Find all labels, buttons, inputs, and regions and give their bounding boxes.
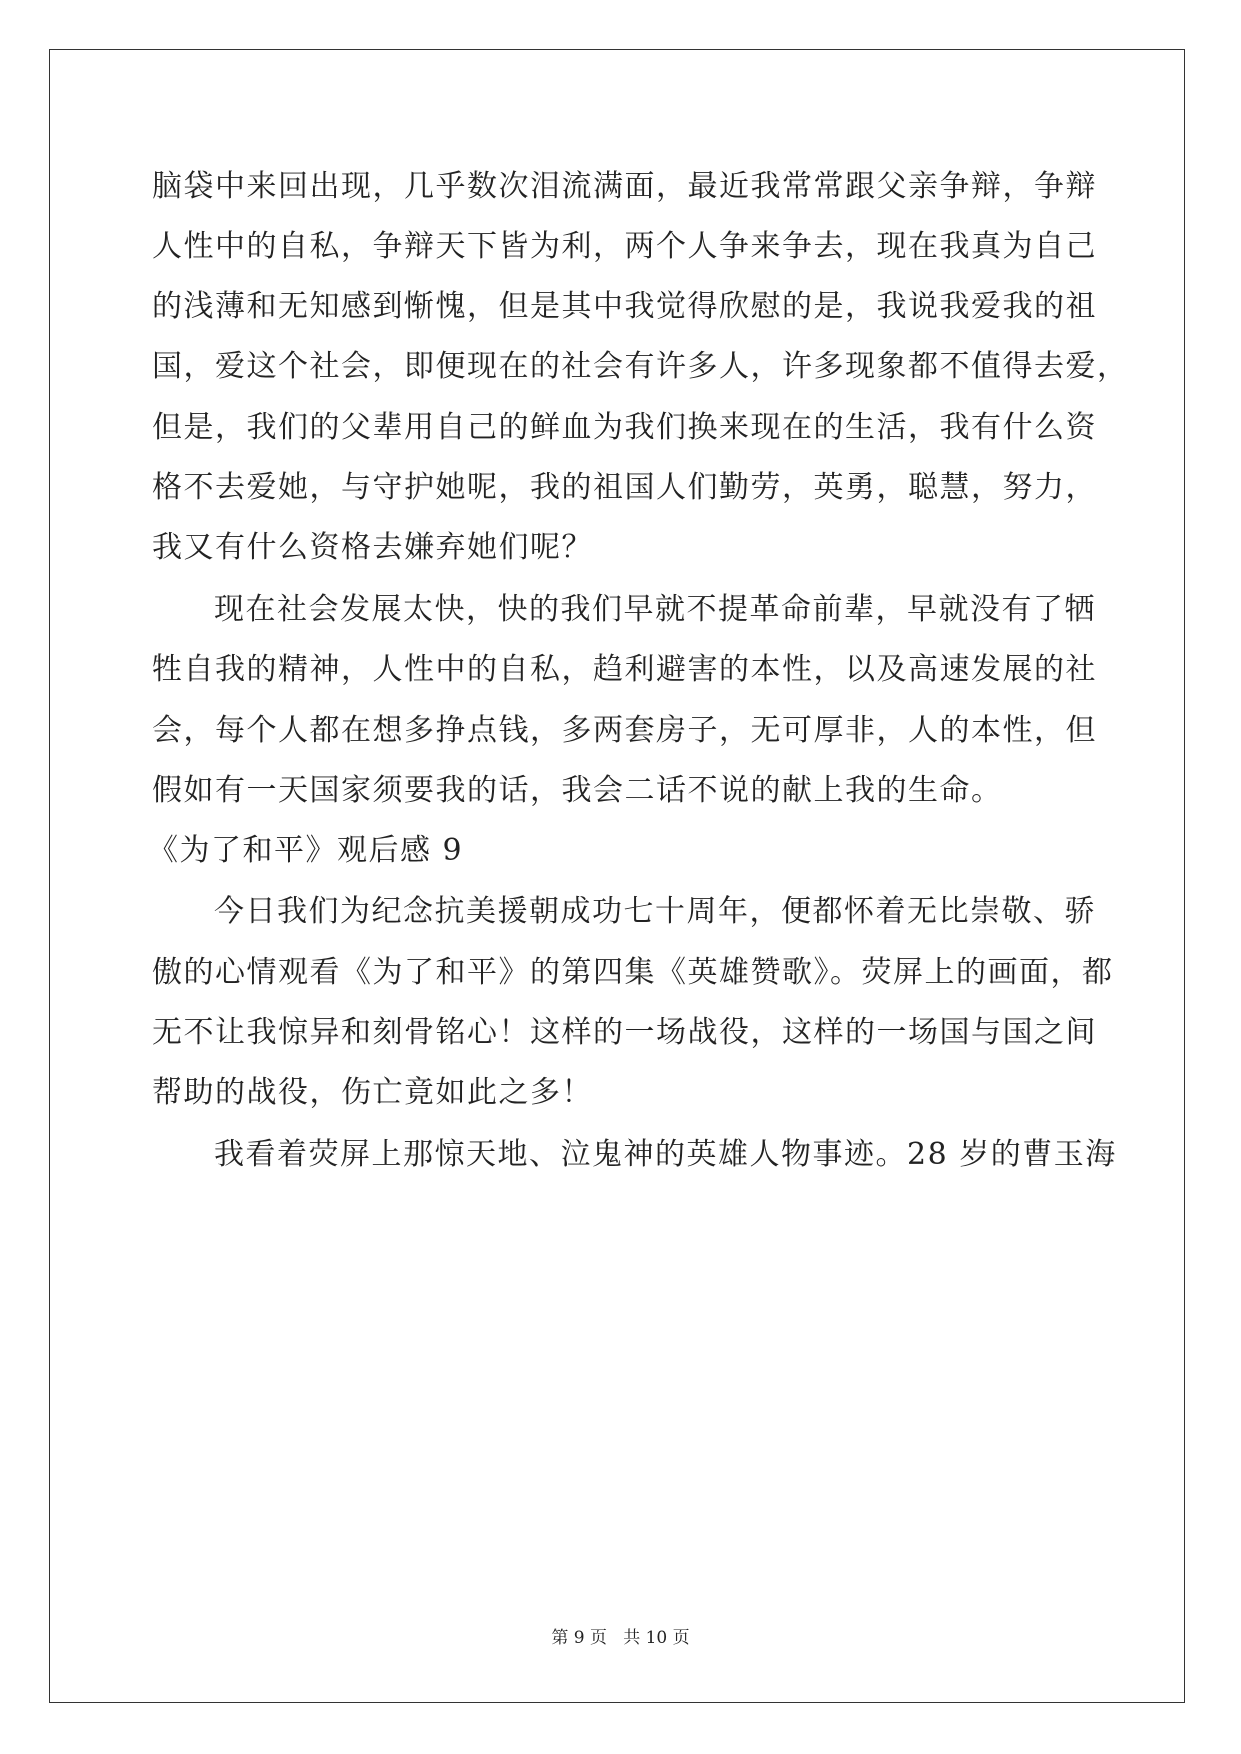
body-line: 格不去爱她，与守护她呢，我的祖国人们勤劳，英勇，聪慧，努力， — [152, 470, 1097, 505]
body-line: 假如有一天国家须要我的话，我会二话不说的献上我的生命。 — [152, 773, 1003, 808]
body-line: 帮助的战役，伤亡竟如此之多！ — [152, 1075, 593, 1110]
body-line: 的浅薄和无知感到惭愧，但是其中我觉得欣慰的是，我说我爱我的祖 — [152, 289, 1097, 324]
body-line: 人性中的自私，争辩天下皆为利，两个人争来争去，现在我真为自己 — [152, 229, 1097, 264]
body-line: 但是，我们的父辈用自己的鲜血为我们换来现在的生活，我有什么资 — [152, 410, 1097, 445]
body-line: 傲的心情观看《为了和平》的第四集《英雄赞歌》。荧屏上的画面，都 — [152, 955, 1114, 990]
body-line: 我又有什么资格去嫌弃她们呢？ — [152, 530, 593, 565]
paragraph-first-line: 我看着荧屏上那惊天地、泣鬼神的英雄人物事迹。28 岁的曹玉海 — [214, 1137, 1117, 1172]
section-heading: 《为了和平》观后感 9 — [148, 833, 464, 868]
body-line: 牲自我的精神，人性中的自私，趋利避害的本性，以及高速发展的社 — [152, 652, 1097, 687]
page-number-footer: 第 9 页 共 10 页 — [551, 1628, 690, 1648]
paragraph-first-line: 现在社会发展太快，快的我们早就不提革命前辈，早就没有了牺 — [214, 592, 1096, 627]
body-line: 国，爱这个社会，即便现在的社会有许多人，许多现象都不值得去爱， — [152, 349, 1129, 384]
body-line: 无不让我惊异和刻骨铭心！这样的一场战役，这样的一场国与国之间 — [152, 1015, 1097, 1050]
body-line: 脑袋中来回出现，几乎数次泪流满面，最近我常常跟父亲争辩，争辩 — [152, 169, 1097, 204]
paragraph-first-line: 今日我们为纪念抗美援朝成功七十周年，便都怀着无比崇敬、骄 — [214, 894, 1096, 929]
body-line: 会，每个人都在想多挣点钱，多两套房子，无可厚非，人的本性，但 — [152, 713, 1097, 748]
